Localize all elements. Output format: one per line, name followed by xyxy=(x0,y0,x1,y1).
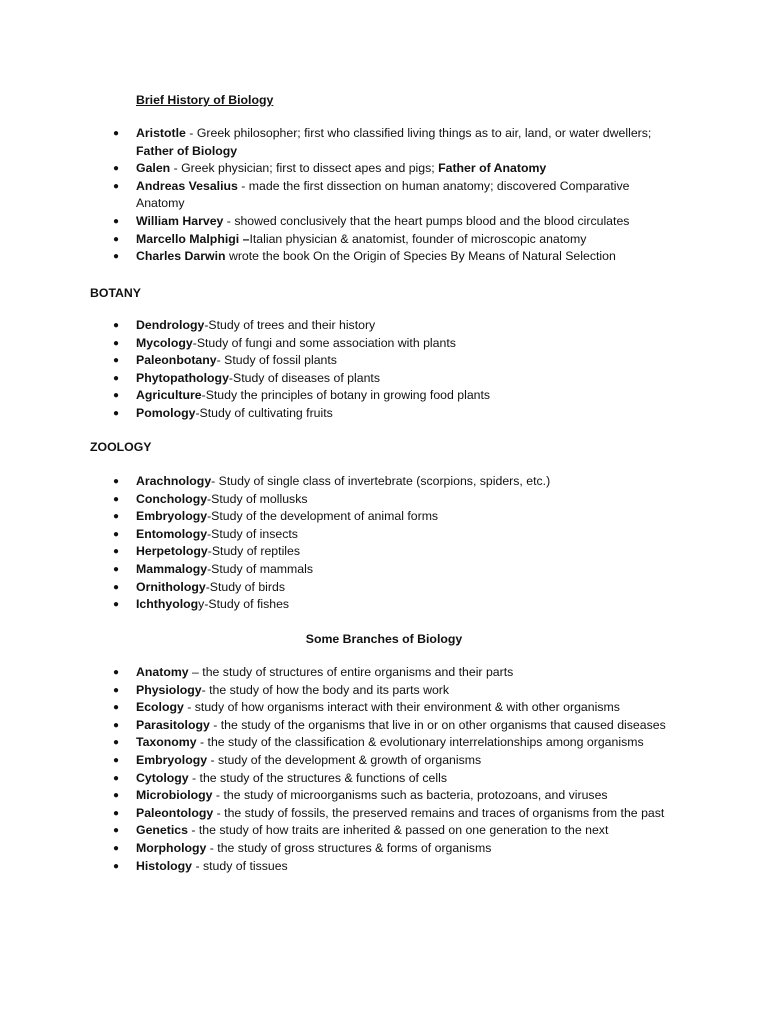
item-term: Taxonomy xyxy=(136,735,197,750)
item-description: - the study of the structures & functions of cells xyxy=(188,770,447,785)
item-term: Ornithology xyxy=(136,579,206,594)
bullet-icon: ● xyxy=(113,599,120,611)
list-item xyxy=(0,248,768,266)
bullet-icon: ● xyxy=(113,563,120,575)
item-description: - the study of gross structures & forms of organisms xyxy=(206,840,492,855)
zoology-heading: ZOOLOGY xyxy=(90,440,152,454)
item-term: Andreas Vesalius xyxy=(136,178,238,193)
list-item xyxy=(0,770,768,788)
branches-heading: Some Branches of Biology xyxy=(305,632,463,646)
item-term: Aristotle xyxy=(136,126,186,140)
item-term: Embryology xyxy=(136,752,208,767)
list-item xyxy=(0,213,768,231)
item-term: Ecology xyxy=(136,700,184,715)
item-description: -Study of trees and their history xyxy=(204,318,376,332)
bullet-icon: ● xyxy=(113,355,120,367)
list-item xyxy=(0,664,768,682)
list-item xyxy=(0,508,768,526)
list-item xyxy=(0,596,768,614)
item-description: -Study of birds xyxy=(205,579,285,594)
item-title: Father of Anatomy xyxy=(438,161,547,176)
item-term: Ichthyolog xyxy=(136,597,199,612)
item-term: Paleonbotany xyxy=(136,353,217,368)
list-item xyxy=(0,579,768,597)
history-list xyxy=(0,125,768,266)
bullet-icon: ● xyxy=(113,860,120,872)
bullet-icon: ● xyxy=(113,719,120,731)
list-item xyxy=(0,682,768,700)
item-term: Arachnology xyxy=(136,474,212,488)
item-description: - the study of microorganisms such as bacteria, protozoans, and viruses xyxy=(212,788,608,803)
item-term: Physiology xyxy=(136,682,202,697)
item-description: -Study the principles of botany in growing food plants xyxy=(201,388,491,403)
item-term: Embryology xyxy=(136,509,208,524)
list-item xyxy=(0,840,768,858)
item-title: Father of Biology xyxy=(136,143,238,158)
list-item xyxy=(0,405,768,423)
list-item xyxy=(0,317,768,335)
item-description: - the study of fossils, the preserved remains and traces of organisms from the past xyxy=(213,805,665,820)
item-description: -Study of reptiles xyxy=(207,544,301,559)
item-term: Paleontology xyxy=(136,805,214,820)
bullet-icon: ● xyxy=(113,180,120,192)
list-item xyxy=(0,231,768,249)
bullet-icon: ● xyxy=(113,807,120,819)
item-description: -Study of cultivating fruits xyxy=(195,405,333,420)
bullet-icon: ● xyxy=(113,476,120,487)
list-item xyxy=(0,125,768,160)
bullet-icon: ● xyxy=(113,215,120,227)
list-item xyxy=(0,822,768,840)
item-description: -Study of insects xyxy=(207,526,298,541)
bullet-icon: ● xyxy=(113,251,120,263)
bullet-icon: ● xyxy=(113,511,120,523)
bullet-icon: ● xyxy=(113,337,120,349)
bullet-icon: ● xyxy=(113,390,120,402)
list-item xyxy=(0,699,768,717)
item-term: Phytopathology xyxy=(136,370,229,385)
item-term: Parasitology xyxy=(136,717,210,732)
item-description: - the study of the classification & evolutionary interrelationships among organisms xyxy=(196,735,644,750)
item-term: Entomology xyxy=(136,526,208,541)
item-description: wrote the book On the Origin of Species By Means of Natural Selection xyxy=(225,249,616,264)
bullet-icon: ● xyxy=(113,372,120,384)
list-item xyxy=(0,387,768,405)
item-description: - Study of fossil plants xyxy=(216,353,337,368)
item-term: Mycology xyxy=(136,335,193,350)
list-item xyxy=(0,352,768,370)
list-item xyxy=(0,491,768,509)
item-term: Galen xyxy=(136,161,171,176)
list-item xyxy=(0,805,768,823)
bullet-icon: ● xyxy=(113,684,120,696)
botany-heading: BOTANY xyxy=(90,286,142,300)
branches-list xyxy=(0,664,768,875)
item-term: Microbiology xyxy=(136,788,213,803)
item-term: Agriculture xyxy=(136,388,202,403)
item-description: -Study of mollusks xyxy=(207,491,308,506)
item-description: - the study of how traits are inherited & passed on one generation to the next xyxy=(187,823,609,838)
item-term: Histology xyxy=(136,858,193,873)
botany-list xyxy=(0,317,768,423)
bullet-icon: ● xyxy=(113,581,120,593)
item-description: - study of the development & growth of organisms xyxy=(207,752,482,767)
list-item xyxy=(0,752,768,770)
item-description: -Study of fungi and some association with plants xyxy=(192,335,456,350)
item-description: - the study of the organisms that live in or on other organisms that caused diseases xyxy=(209,717,666,732)
item-description: -Study of mammals xyxy=(207,561,313,576)
list-item xyxy=(0,370,768,388)
list-item xyxy=(0,734,768,752)
item-description: - Greek philosopher; first who classified living things as to air, land, or water dwellers; xyxy=(185,126,652,140)
bullet-icon: ● xyxy=(113,163,120,175)
zoology-list xyxy=(0,473,768,614)
bullet-icon: ● xyxy=(113,546,120,558)
item-description: - Study of single class of invertebrate (scorpions, spiders, etc.) xyxy=(211,474,551,488)
bullet-icon: ● xyxy=(113,493,120,505)
item-description: -Study of diseases of plants xyxy=(228,370,380,385)
list-item xyxy=(0,543,768,561)
bullet-icon: ● xyxy=(113,233,120,245)
item-term: Charles Darwin xyxy=(136,249,226,264)
item-term: Conchology xyxy=(136,491,208,506)
list-item xyxy=(0,561,768,579)
item-description: Italian physician & anatomist, founder of microscopic anatomy xyxy=(249,231,587,246)
bullet-icon: ● xyxy=(113,737,120,749)
list-item xyxy=(0,335,768,353)
bullet-icon: ● xyxy=(113,528,120,540)
list-item xyxy=(0,787,768,805)
list-item xyxy=(0,858,768,876)
item-term: Dendrology xyxy=(136,318,205,332)
bullet-icon: ● xyxy=(113,702,120,714)
item-term: William Harvey xyxy=(136,213,224,228)
bullet-icon: ● xyxy=(113,128,120,139)
bullet-icon: ● xyxy=(113,842,120,854)
item-description: - study of tissues xyxy=(192,858,288,873)
item-description: - made the first dissection on human anatomy; discovered Comparative Anatomy xyxy=(136,178,630,211)
item-description: - study of how organisms interact with their environment & with other organisms xyxy=(183,700,620,715)
item-description: – the study of structures of entire organisms and their parts xyxy=(188,665,514,679)
bullet-icon: ● xyxy=(113,790,120,802)
item-term: Genetics xyxy=(136,823,188,838)
item-term: Pomology xyxy=(136,405,196,420)
item-description: - showed conclusively that the heart pumps blood and the blood circulates xyxy=(223,213,630,228)
item-term: Cytology xyxy=(136,770,189,785)
list-item xyxy=(0,717,768,735)
bullet-icon: ● xyxy=(113,407,120,419)
list-item xyxy=(0,526,768,544)
item-description: -Study of the development of animal forms xyxy=(207,509,439,524)
bullet-icon: ● xyxy=(113,667,120,678)
item-description: - the study of how the body and its parts work xyxy=(201,682,450,697)
item-term: Herpetology xyxy=(136,544,208,559)
list-item xyxy=(0,160,768,178)
item-term: Mammalogy xyxy=(136,561,208,576)
list-item xyxy=(0,178,768,213)
item-description: y-Study of fishes xyxy=(198,597,290,612)
item-term: Marcello Malphigi – xyxy=(136,231,250,246)
history-title: Brief History of Biology xyxy=(136,93,274,107)
bullet-icon: ● xyxy=(113,825,120,837)
bullet-icon: ● xyxy=(113,772,120,784)
bullet-icon: ● xyxy=(113,754,120,766)
item-term: Morphology xyxy=(136,840,207,855)
list-item xyxy=(0,473,768,491)
item-term: Anatomy xyxy=(136,665,189,679)
bullet-icon: ● xyxy=(113,320,120,331)
item-description: - Greek physician; first to dissect apes and pigs; xyxy=(170,161,439,176)
